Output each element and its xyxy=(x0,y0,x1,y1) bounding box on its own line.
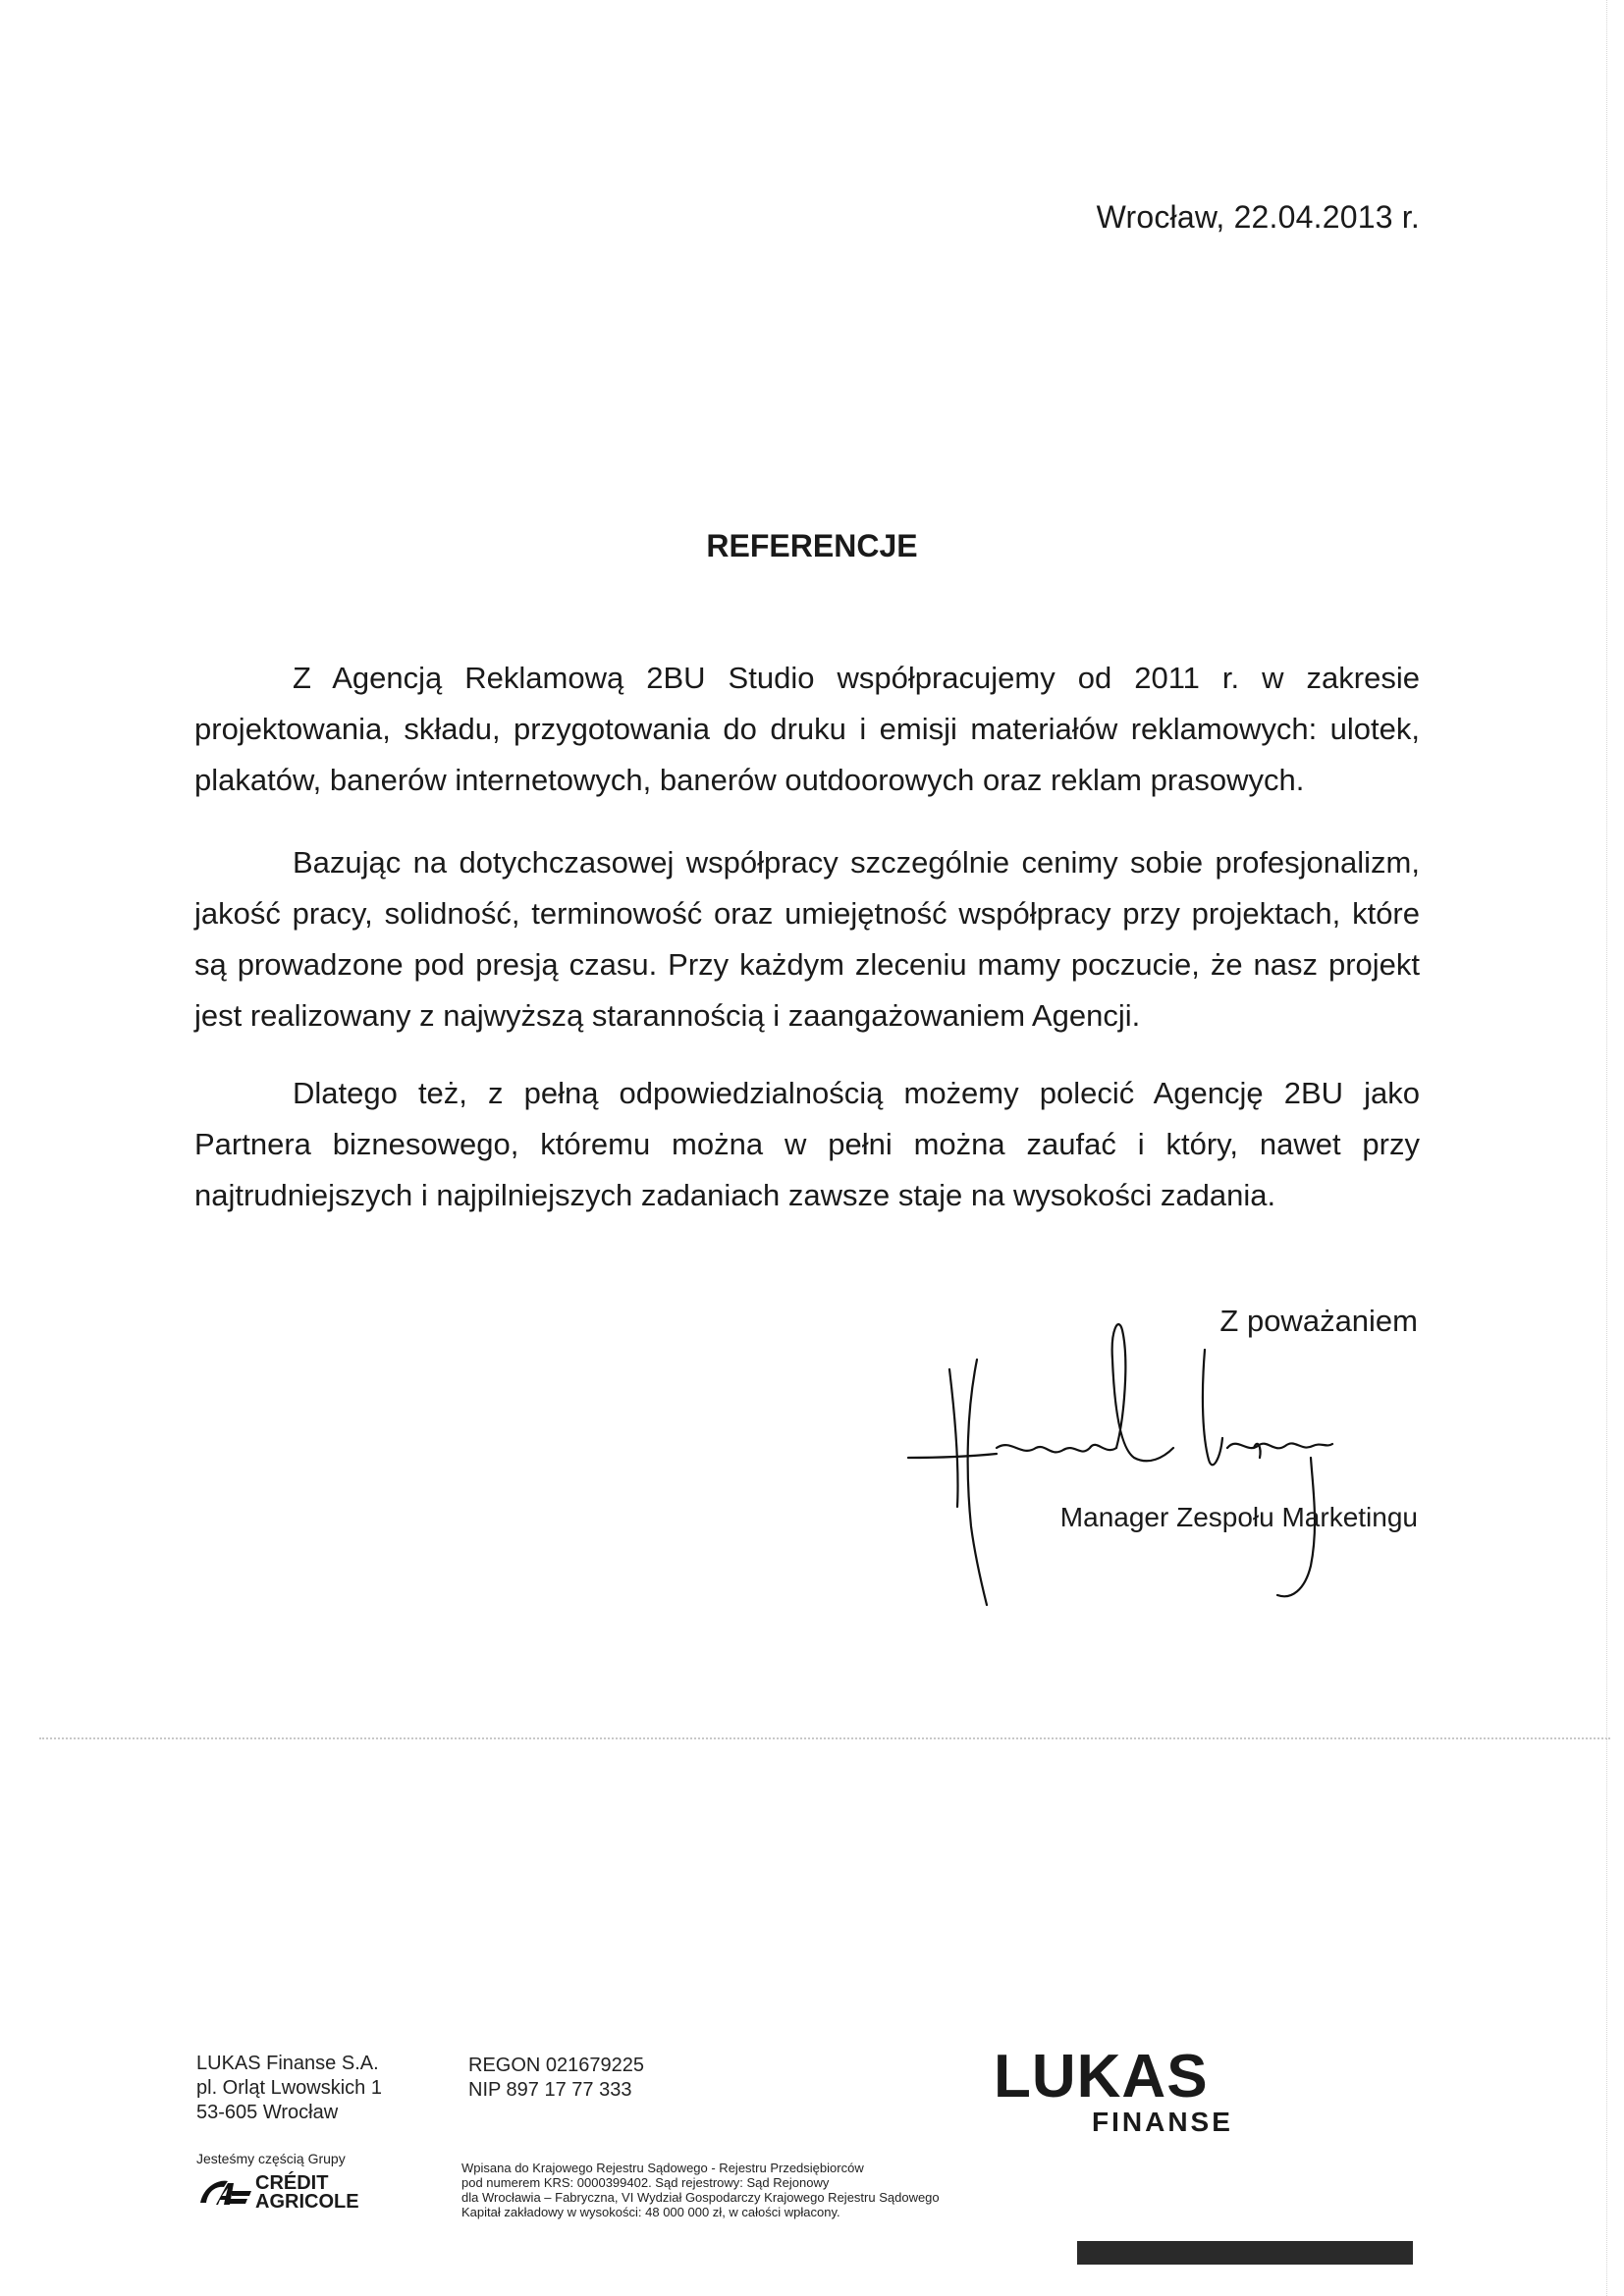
krs-line-2: pod numerem KRS: 0000399402. Sąd rejestrowy: Sąd Rejonowy xyxy=(461,2175,830,2190)
company-city: 53-605 Wrocław xyxy=(196,2102,339,2123)
company-registration xyxy=(468,2054,644,2103)
group-label: Jesteśmy częścią Grupy xyxy=(196,2151,346,2166)
signature-role: Manager Zespołu Marketingu xyxy=(1059,1502,1418,1532)
footer-dark-bar xyxy=(1077,2241,1413,2265)
regon-number: REGON 021679225 xyxy=(468,2055,645,2076)
credit-agricole-icon xyxy=(194,2173,253,2211)
letter-title: REFERENCJE xyxy=(706,528,918,563)
krs-line-1: Wpisana do Krajowego Rejestru Sądowego - Rejestru Przedsiębiorców xyxy=(461,2161,864,2175)
letter-date: Wrocław, 22.04.2013 r. xyxy=(1096,199,1420,235)
credit-agricole-line2: AGRICOLE xyxy=(255,2191,359,2213)
company-name: LUKAS Finanse S.A. xyxy=(196,2053,379,2074)
nip-number: NIP 897 17 77 333 xyxy=(468,2079,632,2101)
page-edge-line xyxy=(1606,0,1607,2296)
paragraph-1: Z Agencją Reklamową 2BU Studio współpracujemy od 2011 r. w zakresie projektowania, składu, przygotowania do druku i emisji materiałów reklamowych: ulotek, plakatów, banerów internetowych, banerów outdoorowych oraz reklam prasowych. xyxy=(194,661,1420,797)
paragraph-3: Dlatego też, z pełną odpowiedzialnością możemy polecić Agencję 2BU jako Partnera biznesowego, któremu można w pełni można zaufać i który, nawet przy najtrudniejszych i najpilniejszych zadaniach zawsze staje na wysokości zadania. xyxy=(194,1076,1420,1212)
paragraph-2: Bazując na dotychczasowej współpracy szczególnie cenimy sobie profesjonalizm, jakość pracy, solidność, terminowość oraz umiejętność współpracy przy projektach, które są prowadzone pod presją czasu. Przy każdym zleceniu mamy poczucie, że nasz projekt jest realizowany z najwyższą starannością i zaangażowaniem Agencji. xyxy=(194,845,1420,1033)
company-address xyxy=(196,2052,382,2125)
closing-salutation: Z poważaniem xyxy=(1219,1304,1418,1338)
handwritten-signature xyxy=(889,1301,1399,1634)
krs-line-3: dla Wrocławia – Fabryczna, VI Wydział Gospodarczy Krajowego Rejestru Sądowego xyxy=(461,2190,940,2205)
krs-line-4: Kapitał zakładowy w wysokości: 48 000 000 zł, w całości wpłacony. xyxy=(461,2205,840,2219)
company-street: pl. Orląt Lwowskich 1 xyxy=(196,2077,382,2099)
credit-agricole-line1: CRÉDIT xyxy=(255,2172,329,2194)
page-divider xyxy=(39,1737,1610,1739)
lukas-logo-subtitle: FINANSE xyxy=(1092,2107,1233,2137)
lukas-logo: LUKAS xyxy=(994,2043,1209,2110)
krs-registration-note xyxy=(461,2161,940,2219)
